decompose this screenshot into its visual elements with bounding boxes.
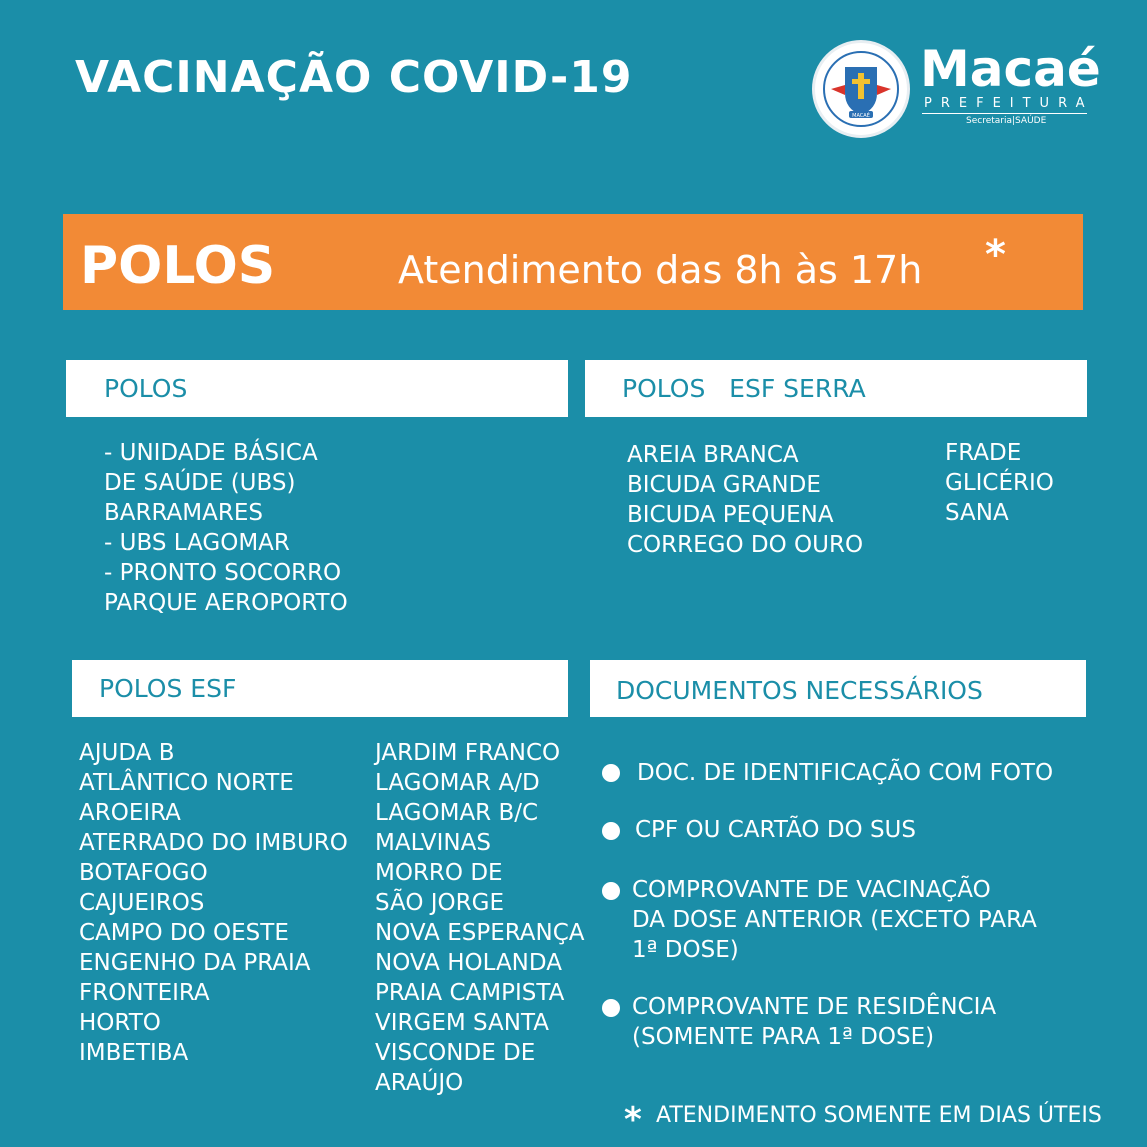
list-item: MALVINAS — [375, 830, 491, 856]
city-seal-logo — [812, 40, 910, 138]
list-item: CAJUEIROS — [79, 890, 205, 916]
list-item: PARQUE AEROPORTO — [104, 590, 348, 616]
page-title: VACINAÇÃO COVID-19 — [75, 52, 633, 103]
footnote-asterisk: * — [624, 1100, 642, 1140]
list-item: BICUDA GRANDE — [627, 472, 821, 498]
list-item: JARDIM FRANCO — [375, 740, 561, 766]
list-item: LAGOMAR A/D — [375, 770, 540, 796]
doc-item-line: COMPROVANTE DE VACINAÇÃO — [632, 877, 991, 903]
serra-header-box — [585, 360, 1087, 417]
list-item: FRONTEIRA — [79, 980, 210, 1006]
doc-item-line: (SOMENTE PARA 1ª DOSE) — [632, 1024, 935, 1050]
polos-header-box — [66, 360, 568, 417]
esf-header-box — [72, 660, 568, 717]
list-item: BOTAFOGO — [79, 860, 208, 886]
serra-list-col2 — [945, 438, 1054, 528]
list-item: SANA — [945, 500, 1009, 526]
list-item: - UNIDADE BÁSICA — [104, 440, 318, 466]
esf-heading: POLOS ESF — [99, 674, 237, 703]
docs-heading: DOCUMENTOS NECESSÁRIOS — [616, 676, 983, 705]
list-item: VIRGEM SANTA — [375, 1010, 549, 1036]
list-item: HORTO — [79, 1010, 161, 1036]
list-item: NOVA HOLANDA — [375, 950, 562, 976]
doc-item — [637, 758, 1053, 788]
list-item: AROEIRA — [79, 800, 181, 826]
list-item: CORREGO DO OURO — [627, 532, 864, 558]
doc-item — [632, 992, 996, 1052]
list-item: - UBS LAGOMAR — [104, 530, 290, 556]
bullet-icon — [602, 822, 620, 840]
brand-name: Macaé — [920, 40, 1101, 98]
docs-header-box — [590, 660, 1086, 717]
polos-list — [104, 438, 348, 618]
list-item: GLICÉRIO — [945, 470, 1054, 496]
doc-item-line: 1ª DOSE) — [632, 937, 739, 963]
list-item: CAMPO DO OESTE — [79, 920, 289, 946]
banner-label: POLOS — [80, 236, 276, 296]
esf-list-col1 — [79, 738, 348, 1068]
list-item: FRADE — [945, 440, 1022, 466]
footnote-text: ATENDIMENTO SOMENTE EM DIAS ÚTEIS — [656, 1103, 1102, 1128]
list-item: LAGOMAR B/C — [375, 800, 539, 826]
polos-heading: POLOS — [104, 374, 188, 403]
list-item: ENGENHO DA PRAIA — [79, 950, 311, 976]
bullet-icon — [602, 999, 620, 1017]
bullet-icon — [602, 764, 620, 782]
esf-list-col2 — [375, 738, 585, 1098]
brand-subtitle: PREFEITURA — [924, 96, 1094, 111]
list-item: ATERRADO DO IMBURO — [79, 830, 348, 856]
list-item: BICUDA PEQUENA — [627, 502, 834, 528]
doc-item-line: CPF OU CARTÃO DO SUS — [635, 817, 916, 843]
coat-of-arms-icon — [825, 53, 897, 125]
brand-divider — [922, 113, 1087, 114]
list-item: PRAIA CAMPISTA — [375, 980, 565, 1006]
list-item: BARRAMARES — [104, 500, 263, 526]
list-item: IMBETIBA — [79, 1040, 189, 1066]
list-item: DE SAÚDE (UBS) — [104, 470, 296, 496]
list-item: MORRO DE — [375, 860, 503, 886]
banner-hours: Atendimento das 8h às 17h — [398, 248, 923, 292]
seal-text: MACAÉ — [852, 113, 870, 119]
list-item: ARAÚJO — [375, 1070, 464, 1096]
serra-heading: POLOS ESF SERRA — [622, 374, 866, 403]
list-item: ATLÂNTICO NORTE — [79, 770, 294, 796]
doc-item — [632, 875, 1037, 965]
serra-list-col1 — [627, 440, 863, 560]
seal-emblem — [823, 51, 899, 127]
doc-item-line: COMPROVANTE DE RESIDÊNCIA — [632, 994, 997, 1020]
list-item: - PRONTO SOCORRO — [104, 560, 342, 586]
banner-asterisk: * — [985, 232, 1006, 278]
bullet-icon — [602, 882, 620, 900]
doc-item-line: DOC. DE IDENTIFICAÇÃO COM FOTO — [637, 760, 1054, 786]
list-item: AREIA BRANCA — [627, 442, 799, 468]
doc-item-line: DA DOSE ANTERIOR (EXCETO PARA — [632, 907, 1037, 933]
list-item: AJUDA B — [79, 740, 175, 766]
doc-item — [635, 815, 916, 845]
list-item: NOVA ESPERANÇA — [375, 920, 585, 946]
list-item: VISCONDE DE — [375, 1040, 536, 1066]
brand-department: Secretaria|SAÚDE — [966, 116, 1047, 126]
list-item: SÃO JORGE — [375, 890, 504, 916]
